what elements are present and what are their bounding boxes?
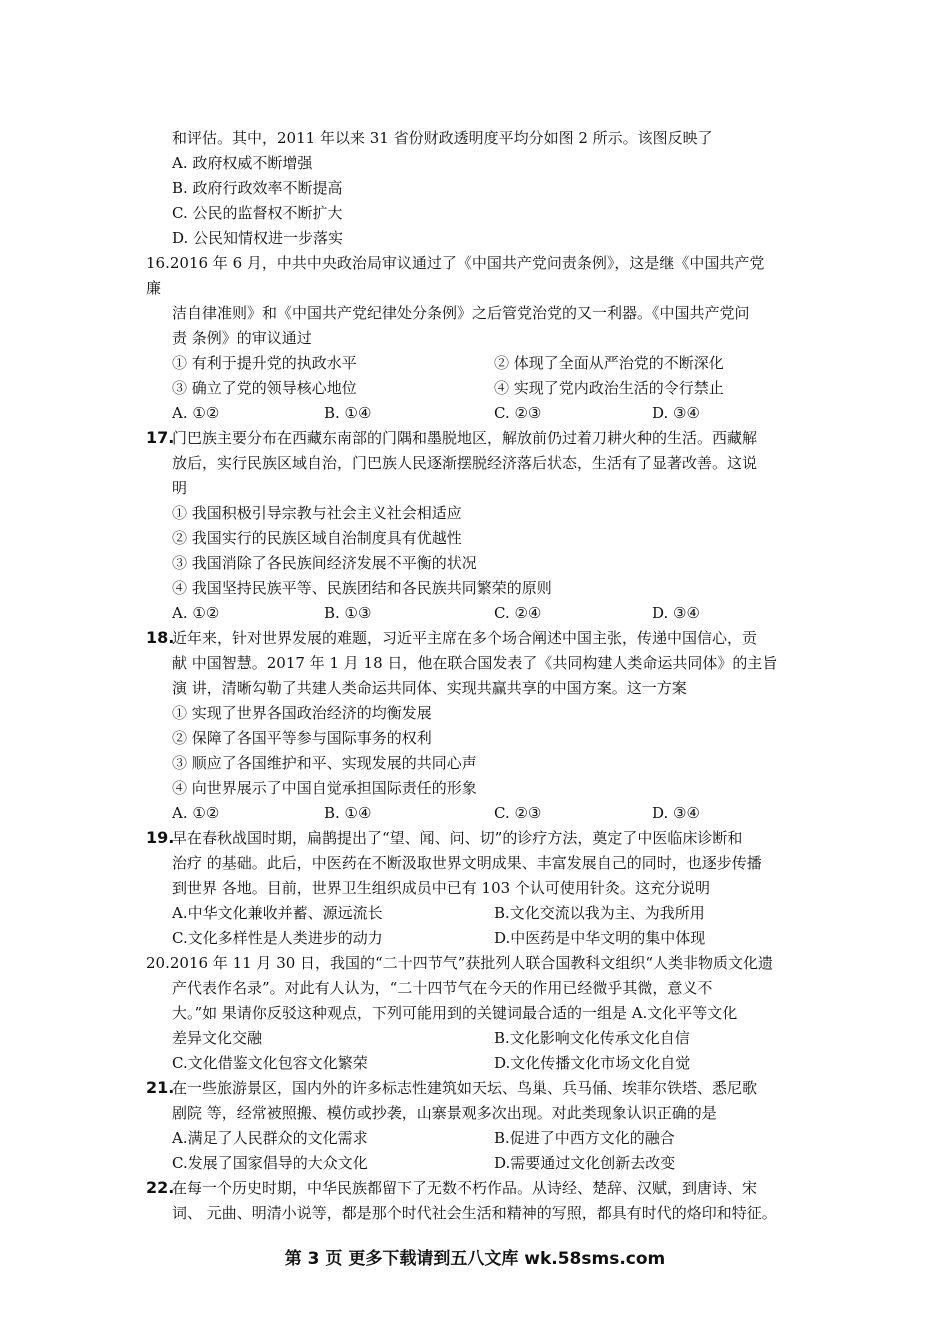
q18-item-3: ③ 顺应了各国维护和平、实现发展的共同心声 [172,754,477,772]
q17-choice-b: B. ①③ [324,604,372,622]
q18-choice-d: D. ③④ [652,804,700,822]
q19-choice-c: C.文化多样性是人类进步的动力 [172,929,383,947]
q17-number: 17. [146,428,175,447]
q18-line3: 演 讲，清晰勾勒了共建人类命运共同体、实现共赢共享的中国方案。这一方案 [172,679,687,697]
q15-option-b: B. 政府行政效率不断提高 [172,179,343,197]
q15-option-d: D. 公民知情权进一步落实 [172,229,344,247]
q16-choice-a: A. ①② [172,404,220,422]
q20-choice-a-cont: 差异文化交融 [172,1029,263,1047]
q16-line1: 16.2016 年 6 月，中共中央政治局审议通过了《中国共产党问责条例》，这是继《中国共产党 [146,254,765,272]
q19-line1: 早在春秋战国时期，扁鹊提出了“望、闻、问、切”的诊疗方法，奠定了中医临床诊断和 [172,829,743,847]
q19-number: 19. [146,828,175,847]
q17-item-2: ② 我国实行的民族区域自治制度具有优越性 [172,529,462,547]
q17-item-4: ④ 我国坚持民族平等、民族团结和各民族共同繁荣的原则 [172,579,552,597]
q16-item-3: ③ 确立了党的领导核心地位 [172,379,357,397]
q18-line1: 近年来，针对世界发展的难题，习近平主席在多个场合阐述中国主张，传递中国信心，贡 [172,629,758,647]
q17-choice-d: D. ③④ [652,604,700,622]
q17-choice-a: A. ①② [172,604,220,622]
q17-item-3: ③ 我国消除了各民族间经济发展不平衡的状况 [172,554,477,572]
q15-option-a: A. 政府权威不断增强 [172,154,313,172]
q16-choice-c: C. ②③ [494,404,542,422]
q16-line4: 责 条例》的审议通过 [172,329,312,347]
q16-item-4: ④ 实现了党内政治生活的令行禁止 [494,379,724,397]
q16-line2: 廉 [146,279,162,297]
q18-choice-a: A. ①② [172,804,220,822]
q15-option-c: C. 公民的监督权不断扩大 [172,204,343,222]
q18-item-4: ④ 向世界展示了中国自觉承担国际责任的形象 [172,779,477,797]
q16-item-1: ① 有利于提升党的执政水平 [172,354,357,372]
q21-choice-a: A.满足了人民群众的文化需求 [172,1129,368,1147]
q17-line1: 门巴族主要分布在西藏东南部的门隅和墨脱地区，解放前仍过着刀耕火种的生活。西藏解 [172,429,758,447]
q21-line2: 剧院 等，经常被照搬、模仿或抄袭，山寨景观多次出现。对此类现象认识正确的是 [172,1104,717,1122]
q20-line2: 产代表作名录”。对此有人认为，“二十四节气在今天的作用已经微乎其微，意义不 [172,979,713,997]
q20-choice-b: B.文化影响文化传承文化自信 [494,1029,690,1047]
q16-choice-b: B. ①④ [324,404,372,422]
q21-choice-b: B.促进了中西方文化的融合 [494,1129,675,1147]
q19-line3: 到世界 各地。目前，世界卫生组织成员中已有 103 个认可使用针灸。这充分说明 [172,879,710,897]
q19-choice-b: B.文化交流以我为主、为我所用 [494,904,705,922]
q15-stem-tail: 和评估。其中，2011 年以来 31 省份财政透明度平均分如图 2 所示。该图反映了 [172,129,713,147]
q20-line3: 大。”如 果请你反驳这种观点，下列可能用到的关键词最合适的一组是 A.文化平等文化 [172,1004,738,1022]
q20-line1: 20.2016 年 11 月 30 日，我国的“二十四节气”获批列人联合国教科文组织“人类非物质文化遗 [146,954,774,972]
q17-line2: 放后，实行民族区域自治，门巴族人民逐渐摆脱经济落后状态，生活有了显著改善。这说 [172,454,758,472]
q19-choice-a: A.中华文化兼收并蓄、源远流长 [172,904,383,922]
page-footer: 第 3 页 更多下载请到五八文库 wk.58sms.com [284,1249,666,1269]
q20-choice-c: C.文化借鉴文化包容文化繁荣 [172,1054,368,1072]
q20-choice-d: D.文化传播文化市场文化自觉 [494,1054,691,1072]
q22-line2: 词、 元曲、明清小说等，都是那个时代社会生活和精神的写照，都具有时代的烙印和特征。 [172,1204,777,1222]
q18-choice-b: B. ①④ [324,804,372,822]
q21-line1: 在一些旅游景区，国内外的许多标志性建筑如天坛、鸟巢、兵马俑、埃菲尔铁塔、悉尼歌 [172,1079,758,1097]
q22-line1: 在每一个历史时期，中华民族都留下了无数不朽作品。从诗经、楚辞、汉赋，到唐诗、宋 [172,1179,758,1197]
q18-number: 18. [146,628,175,647]
q17-line3: 明 [172,479,188,497]
q18-choice-c: C. ②③ [494,804,542,822]
q18-item-1: ① 实现了世界各国政治经济的均衡发展 [172,704,432,722]
q16-choice-d: D. ③④ [652,404,700,422]
q18-item-2: ② 保障了各国平等参与国际事务的权利 [172,729,432,747]
q16-line3: 洁自律准则》和《中国共产党纪律处分条例》之后管党治党的又一利器。《中国共产党问 [172,304,750,322]
q19-choice-d: D.中医药是中华文明的集中体现 [494,929,706,947]
q19-line2: 治疗 的基础。此后，中医药在不断汲取世界文明成果、丰富发展自己的同时，也逐步传播 [172,854,762,872]
q18-line2: 献 中国智慧。2017 年 1 月 18 日，他在联合国发表了《共同构建人类命运共同体》的主旨 [172,654,778,672]
q17-item-1: ① 我国积极引导宗教与社会主义社会相适应 [172,504,462,522]
q17-choice-c: C. ②④ [494,604,542,622]
q21-number: 21. [146,1078,175,1097]
q21-choice-d: D.需要通过文化创新去改变 [494,1154,676,1172]
q21-choice-c: C.发展了国家倡导的大众文化 [172,1154,368,1172]
q16-item-2: ② 体现了全面从严治党的不断深化 [494,354,724,372]
q22-number: 22. [146,1178,175,1197]
